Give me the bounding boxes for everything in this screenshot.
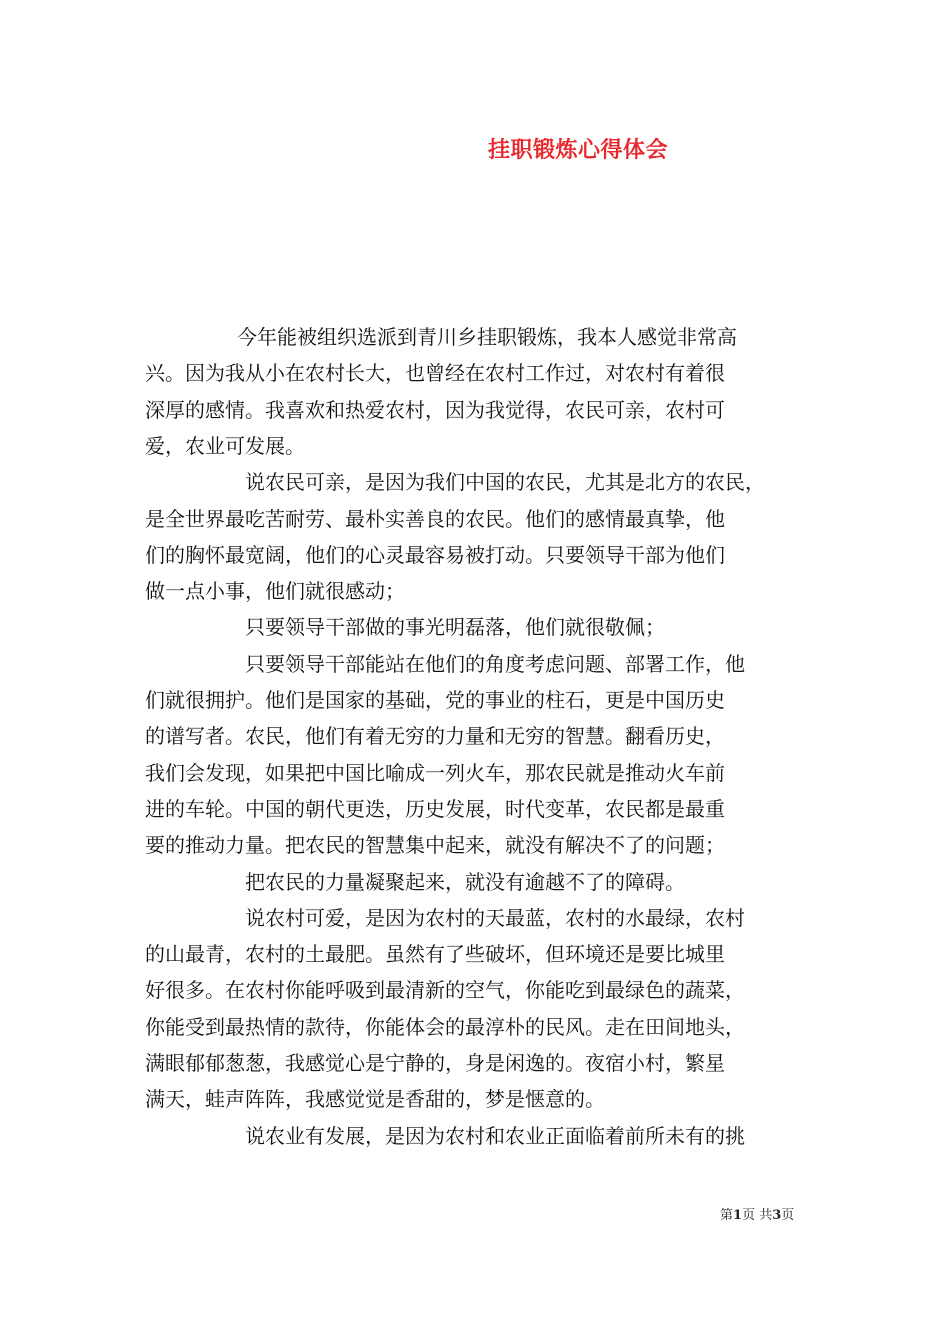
text-line: 把农民的力量凝聚起来，就没有逾越不了的障碍。 [245,869,685,894]
text-line: 只要领导干部能站在他们的角度考虑问题、部署工作，他 [245,651,745,676]
text-line: 进的车轮。中国的朝代更迭，历史发展，时代变革，农民都是最重 [145,796,725,821]
text-line: 只要领导干部做的事光明磊落，他们就很敬佩； [245,615,665,640]
text-line: 我们会发现，如果把中国比喻成一列火车，那农民就是推动火车前 [145,760,725,785]
text-line: 们的胸怀最宽阔，他们的心灵最容易被打动。只要领导干部为他们 [145,542,725,567]
text-line: 们就很拥护。他们是国家的基础，党的事业的柱石，更是中国历史 [145,688,725,712]
footer-page-number: 1 [733,1208,743,1223]
text-line: 说农村可爱，是因为农村的天最蓝，农村的水最绿，农村 [245,905,745,930]
footer-middle: 页 共 [742,1208,773,1223]
footer-prefix: 第 [720,1208,734,1223]
text-line: 要的推动力量。把农民的智慧集中起来，就没有解决不了的问题； [145,833,725,858]
text-line: 爱，农业可发展。 [145,433,305,458]
text-line: 你能受到最热情的款待，你能体会的最淳朴的民风。走在田间地头， [145,1014,745,1039]
text-line: 的谱写者。农民，他们有着无穷的力量和无穷的智慧。翻看历史， [145,724,725,749]
footer-total-pages: 3 [772,1208,782,1223]
text-line: 满眼郁郁葱葱，我感觉心是宁静的，身是闲逸的。夜宿小村，繁星 [145,1051,725,1075]
text-line: 好很多。在农村你能呼吸到最清新的空气，你能吃到最绿色的蔬菜， [145,978,745,1003]
text-line: 兴。因为我从小在农村长大，也曾经在农村工作过，对农村有着很 [145,361,725,386]
document-title: 挂职锻炼心得体会 [488,137,669,163]
text-line: 的山最青，农村的土最肥。虽然有了些破坏，但环境还是要比城里 [145,942,725,967]
footer-suffix: 页 [781,1208,795,1223]
text-line: 深厚的感情。我喜欢和热爱农村，因为我觉得，农民可亲，农村可 [145,397,725,422]
text-line: 今年能被组织选派到青川乡挂职锻炼，我本人感觉非常高 [237,325,737,349]
text-line: 是全世界最吃苦耐劳、最朴实善良的农民。他们的感情最真挚，他 [145,506,725,531]
text-line: 满天，蛙声阵阵，我感觉觉是香甜的，梦是惬意的。 [145,1087,605,1112]
text-line: 说农业有发展，是因为农村和农业正面临着前所未有的挑 [245,1123,745,1148]
text-line: 说农民可亲，是因为我们中国的农民，尤其是北方的农民， [245,470,765,495]
page-footer [720,1204,794,1223]
text-line: 做一点小事，他们就很感动； [145,579,405,604]
